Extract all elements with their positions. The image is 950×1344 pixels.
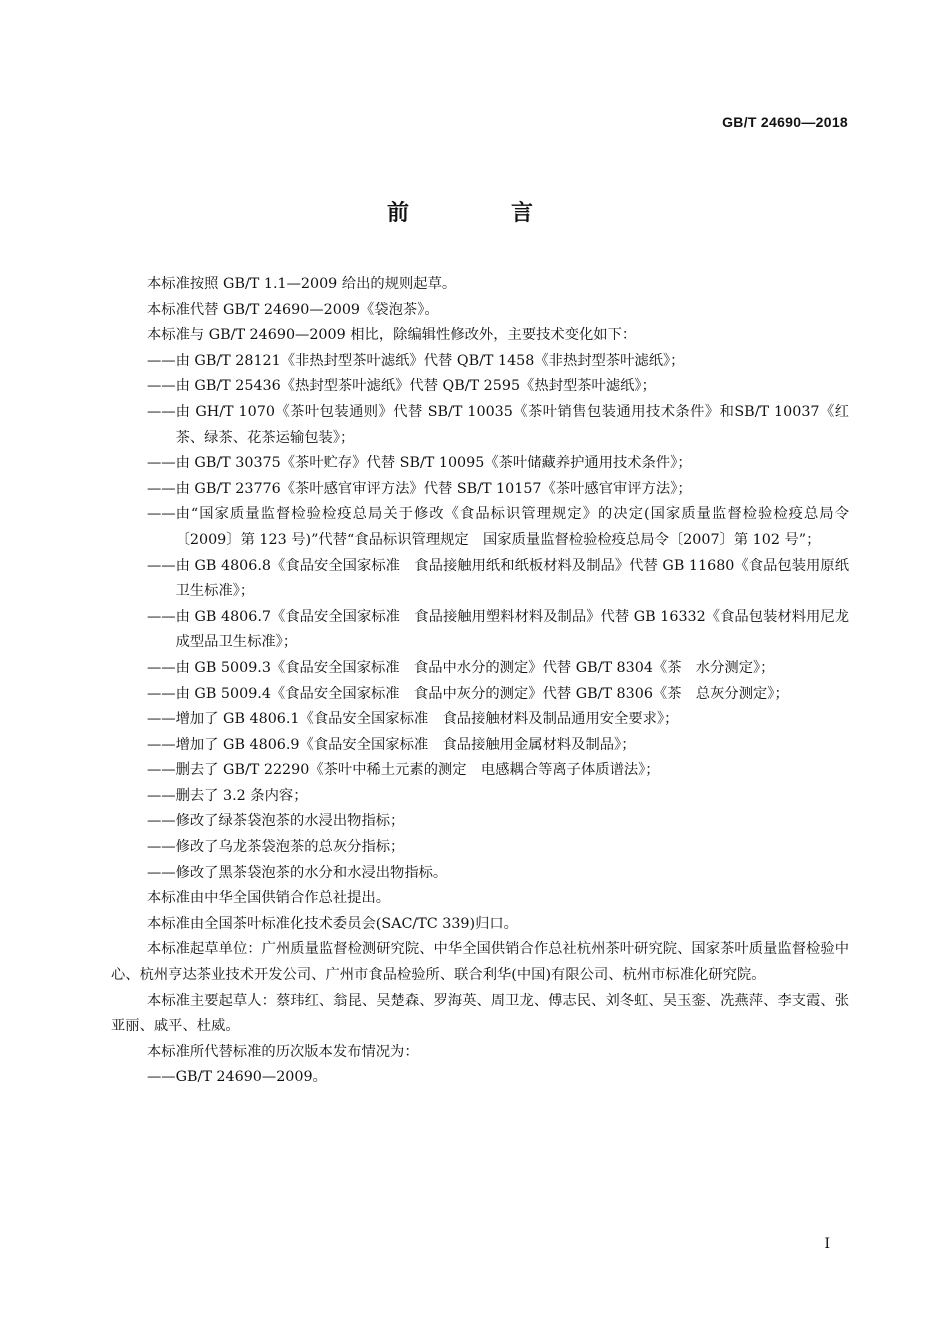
history-item (111, 1065, 849, 1091)
change-item-text: 由 GB 4806.7《食品安全国家标准 食品接触用塑料材料及制品》代替 GB 16332《食品包装材料用尼龙成型品卫生标准》； (175, 608, 849, 651)
dash-marker: —— (147, 685, 176, 702)
change-item-text: 修改了乌龙茶袋泡茶的总灰分指标； (175, 839, 405, 856)
dash-marker: —— (147, 480, 176, 497)
change-item-text: 删去了 GB/T 22290《茶叶中稀土元素的测定 电感耦合等离子体质谱法》； (175, 762, 660, 779)
document-body (111, 272, 849, 1091)
paragraph-replaces: 本标准代替 GB/T 24690—2009《袋泡茶》。 (147, 301, 439, 318)
dash-marker: —— (147, 659, 176, 676)
dash-marker: —— (147, 506, 176, 523)
dash-marker: —— (147, 711, 176, 728)
change-item (111, 554, 849, 605)
paragraph-drafting-units: 本标准起草单位：广州质量监督检测研究院、中华全国供销合作总社杭州茶叶研究院、国家茶叶质量监督检验中心、杭州亨达茶业技术开发公司、广州市食品检验所、联合利华(中国)有限公司、杭州市标准化研究院。 (111, 941, 849, 984)
change-item (111, 784, 849, 810)
change-item-text: 由 GB 4806.8《食品安全国家标准 食品接触用纸和纸板材料及制品》代替 GB 11680《食品包装用原纸卫生标准》； (175, 557, 849, 600)
change-item (111, 451, 849, 477)
change-item-text: 由 GH/T 1070《茶叶包装通则》代替 SB/T 10035《茶叶销售包装通用技术条件》和SB/T 10037《红茶、绿茶、花茶运输包装》； (175, 403, 849, 446)
change-item (111, 682, 849, 708)
change-item-text: 增加了 GB 4806.9《食品安全国家标准 食品接触用金属材料及制品》； (175, 736, 636, 753)
change-item-text: 修改了绿茶袋泡茶的水浸出物指标； (175, 813, 405, 830)
paragraph-drafting-rules: 本标准按照 GB/T 1.1—2009 给出的规则起草。 (147, 276, 457, 292)
dash-marker: —— (147, 1069, 176, 1086)
dash-marker: —— (147, 762, 176, 779)
change-item-text: 由 GB/T 28121《非热封型茶叶滤纸》代替 QB/T 1458《非热封型茶叶滤纸》； (175, 352, 685, 369)
dash-marker: —— (147, 736, 176, 753)
dash-marker: —— (147, 352, 176, 369)
change-item-text: 由 GB/T 30375《茶叶贮存》代替 SB/T 10095《茶叶储藏养护通用技术条件》； (175, 455, 692, 472)
dash-marker: —— (147, 839, 176, 856)
change-item (111, 349, 849, 375)
dash-marker: —— (147, 787, 176, 804)
paragraph-drafters: 本标准主要起草人：蔡玮红、翁昆、吴楚森、罗海英、周卫龙、傅志民、刘冬虹、吴玉銮、冼燕萍、李支霞、张亚丽、戚平、杜威。 (111, 992, 849, 1035)
dash-marker: —— (147, 864, 176, 881)
page-title: 前 言 (386, 201, 573, 226)
dash-marker: —— (147, 378, 176, 395)
dash-marker: —— (147, 557, 176, 574)
standard-code: GB/T 24690—2018 (722, 114, 848, 130)
change-item (111, 733, 849, 759)
change-item-text: 增加了 GB 4806.1《食品安全国家标准 食品接触材料及制品通用安全要求》； (175, 711, 679, 728)
paragraph-administered-by: 本标准由全国茶叶标准化技术委员会(SAC/TC 339)归口。 (147, 915, 518, 932)
change-item (111, 861, 849, 887)
change-item (111, 835, 849, 861)
change-item (111, 809, 849, 835)
change-item-text: 由 GB/T 25436《热封型茶叶滤纸》代替 QB/T 2595《热封型茶叶滤纸》； (175, 378, 656, 395)
change-item-text: 由 GB 5009.4《食品安全国家标准 食品中灰分的测定》代替 GB/T 8306《茶 总灰分测定》； (175, 685, 789, 702)
change-item (111, 502, 849, 553)
change-item (111, 374, 849, 400)
page-number: I (824, 1236, 830, 1252)
dash-marker: —— (147, 403, 176, 420)
change-item (111, 400, 849, 451)
dash-marker: —— (147, 813, 176, 830)
change-item-text: 由“国家质量监督检验检疫总局关于修改《食品标识管理规定》的决定(国家质量监督检验检疫总局令〔2009〕第 123 号)”代替“食品标识管理规定 国家质量监督检验检疫总局令〔2007〕第 102 号”； (175, 506, 849, 548)
change-item-text: 由 GB/T 23776《茶叶感官审评方法》代替 SB/T 10157《茶叶感官审评方法》； (175, 480, 692, 497)
change-item-text: 修改了黑茶袋泡茶的水分和水浸出物指标。 (175, 864, 448, 881)
dash-marker: —— (147, 455, 176, 472)
dash-marker: —— (147, 608, 176, 625)
change-item (111, 656, 849, 682)
change-item (111, 758, 849, 784)
paragraph-changes-intro: 本标准与 GB/T 24690—2009 相比，除编辑性修改外，主要技术变化如下： (147, 327, 637, 344)
change-item (111, 477, 849, 503)
paragraph-proposed-by: 本标准由中华全国供销合作总社提出。 (147, 890, 391, 907)
change-item-text: 由 GB 5009.3《食品安全国家标准 食品中水分的测定》代替 GB/T 8304《茶 水分测定》； (175, 659, 775, 676)
change-item-text: 删去了 3.2 条内容； (175, 787, 308, 804)
change-item (111, 605, 849, 656)
change-item (111, 707, 849, 733)
paragraph-history-intro: 本标准所代替标准的历次版本发布情况为： (147, 1043, 419, 1060)
history-item-text: GB/T 24690—2009。 (175, 1069, 327, 1086)
